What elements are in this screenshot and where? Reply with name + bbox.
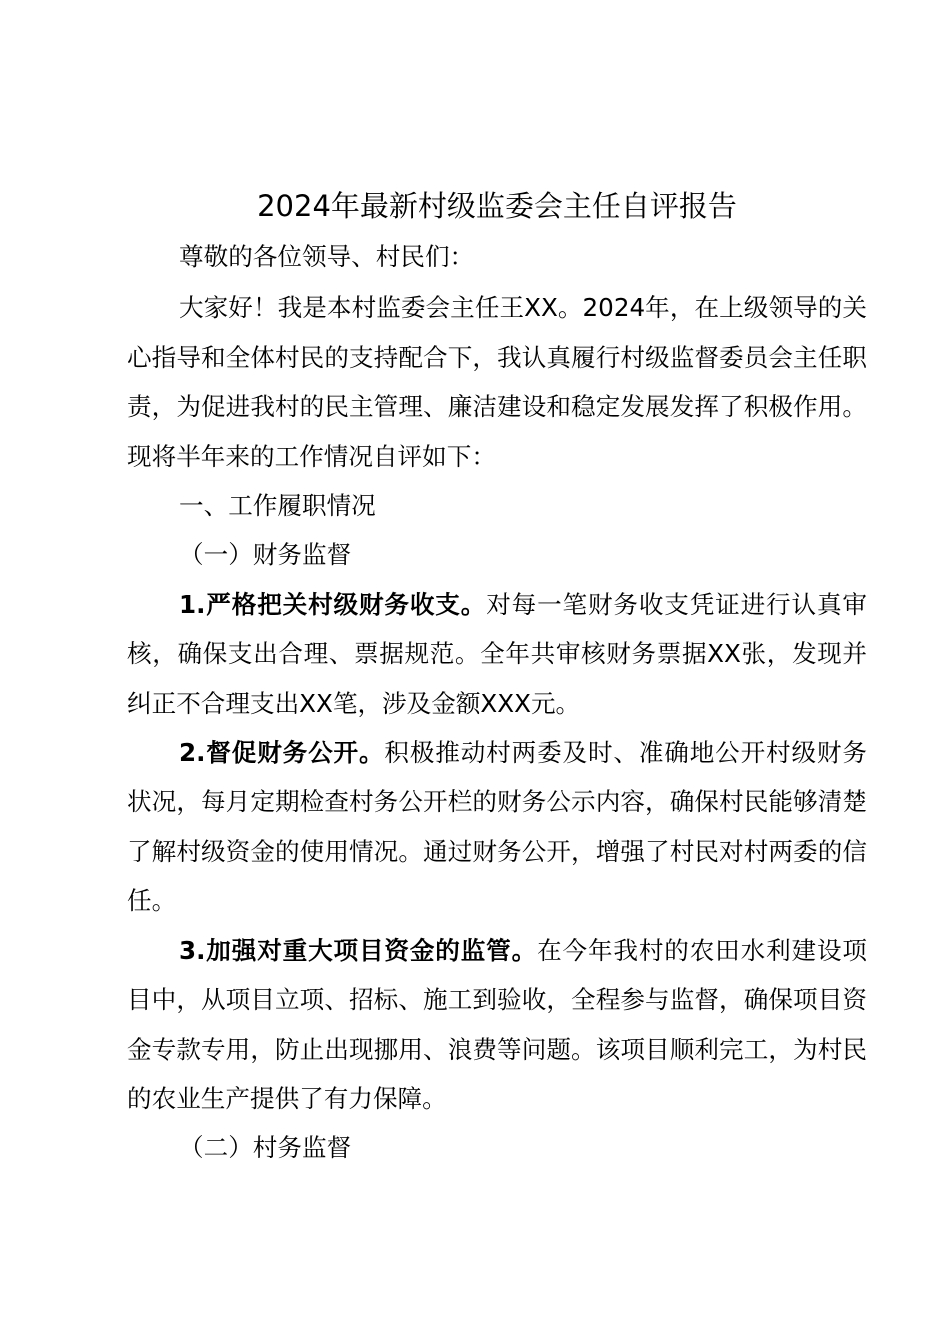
item-lead-2: 2.督促财务公开。 [179,738,385,768]
item-paragraph-3 [127,926,867,1124]
item-paragraph-1 [127,580,867,728]
salutation: 尊敬的各位领导、村民们： [179,242,475,271]
item-paragraph-2 [127,728,867,926]
item-text-2: 积极推动村两委及时、准确地公开村级财务状况，每月定期检查村务公开栏的财务公示内容，确保村民能够清楚了解村级资金的使用情况。通过财务公开，增强了村民对村两委的信任。 [127,738,867,916]
item-text-1: 对每一笔财务收支凭证进行认真审核，确保支出合理、票据规范。全年共审核财务票据XX张，发现并纠正不合理支出XX笔，涉及金额XXX元。 [127,589,867,718]
item-lead-1: 1.严格把关村级财务收支。 [179,589,487,619]
document-title: 2024年最新村级监委会主任自评报告 [257,189,737,223]
subsection-heading-village: （二）村务监督 [179,1133,352,1163]
intro-paragraph: 大家好！我是本村监委会主任王XX。2024年，在上级领导的关心指导和全体村民的支持配合下，我认真履行村级监督委员会主任职责，为促进我村的民主管理、廉洁建设和稳定发展发挥了积极作用。现将半年来的工作情况自评如下： [127,293,867,471]
document-body [127,232,867,1173]
section-heading-1: 一、工作履职情况 [179,491,376,521]
item-lead-3: 3.加强对重大项目资金的监管。 [179,935,538,965]
item-text-3: 在今年我村的农田水利建设项目中，从项目立项、招标、施工到验收，全程参与监督，确保项目资金专款专用，防止出现挪用、浪费等问题。该项目顺利完工，为村民的农业生产提供了有力保障。 [127,935,867,1113]
subsection-heading-finance: （一）财务监督 [179,540,352,570]
